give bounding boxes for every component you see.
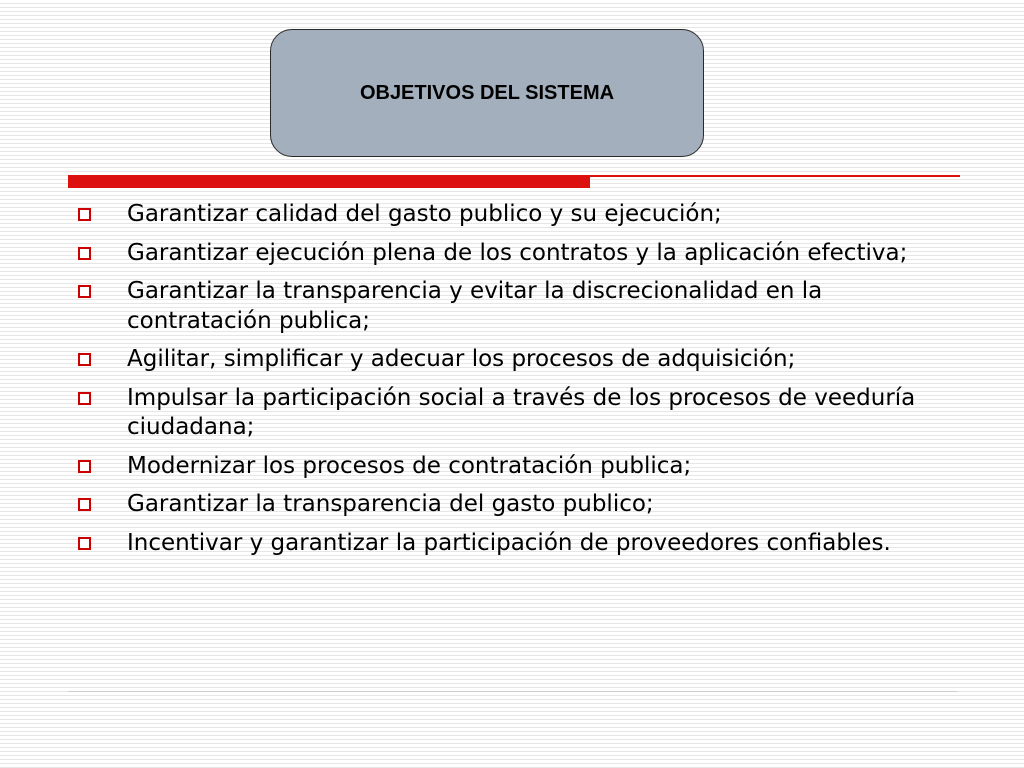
list-item	[74, 384, 954, 443]
list-item	[74, 490, 954, 520]
slide-title: OBJETIVOS DEL SISTEMA	[359, 81, 615, 104]
hollow-square-bullet-icon	[78, 498, 91, 511]
objectives-list	[74, 200, 954, 567]
list-item	[74, 277, 954, 336]
list-item-text: Incentivar y garantizar la participación de proveedores confiables.	[127, 529, 891, 556]
list-item	[74, 239, 954, 269]
list-item-text: Agilitar, simplificar y adecuar los procesos de adquisición;	[127, 346, 796, 372]
red-accent-line	[590, 175, 960, 177]
list-item-text: Impulsar la participación social a través de los procesos de veeduría ciudadana;	[127, 384, 916, 440]
list-item	[74, 529, 954, 559]
hollow-square-bullet-icon	[78, 285, 91, 298]
list-item	[74, 452, 954, 482]
list-item-text: Garantizar la transparencia y evitar la discrecionalidad en la contratación publica;	[127, 278, 823, 334]
title-box	[270, 29, 704, 157]
hollow-square-bullet-icon	[78, 208, 91, 221]
list-item	[74, 345, 954, 375]
hollow-square-bullet-icon	[78, 392, 91, 405]
list-item-text: Modernizar los procesos de contratación publica;	[127, 452, 692, 479]
hollow-square-bullet-icon	[78, 537, 91, 550]
list-item-text: Garantizar la transparencia del gasto publico;	[127, 491, 654, 517]
hollow-square-bullet-icon	[78, 460, 91, 473]
list-item-text: Garantizar calidad del gasto publico y su ejecución;	[127, 201, 722, 227]
red-accent-bar	[68, 175, 590, 188]
list-item-text: Garantizar ejecución plena de los contratos y la aplicación efectiva;	[127, 239, 908, 266]
hollow-square-bullet-icon	[78, 247, 91, 260]
hollow-square-bullet-icon	[78, 353, 91, 366]
list-item	[74, 200, 954, 230]
footer-divider	[68, 691, 958, 692]
